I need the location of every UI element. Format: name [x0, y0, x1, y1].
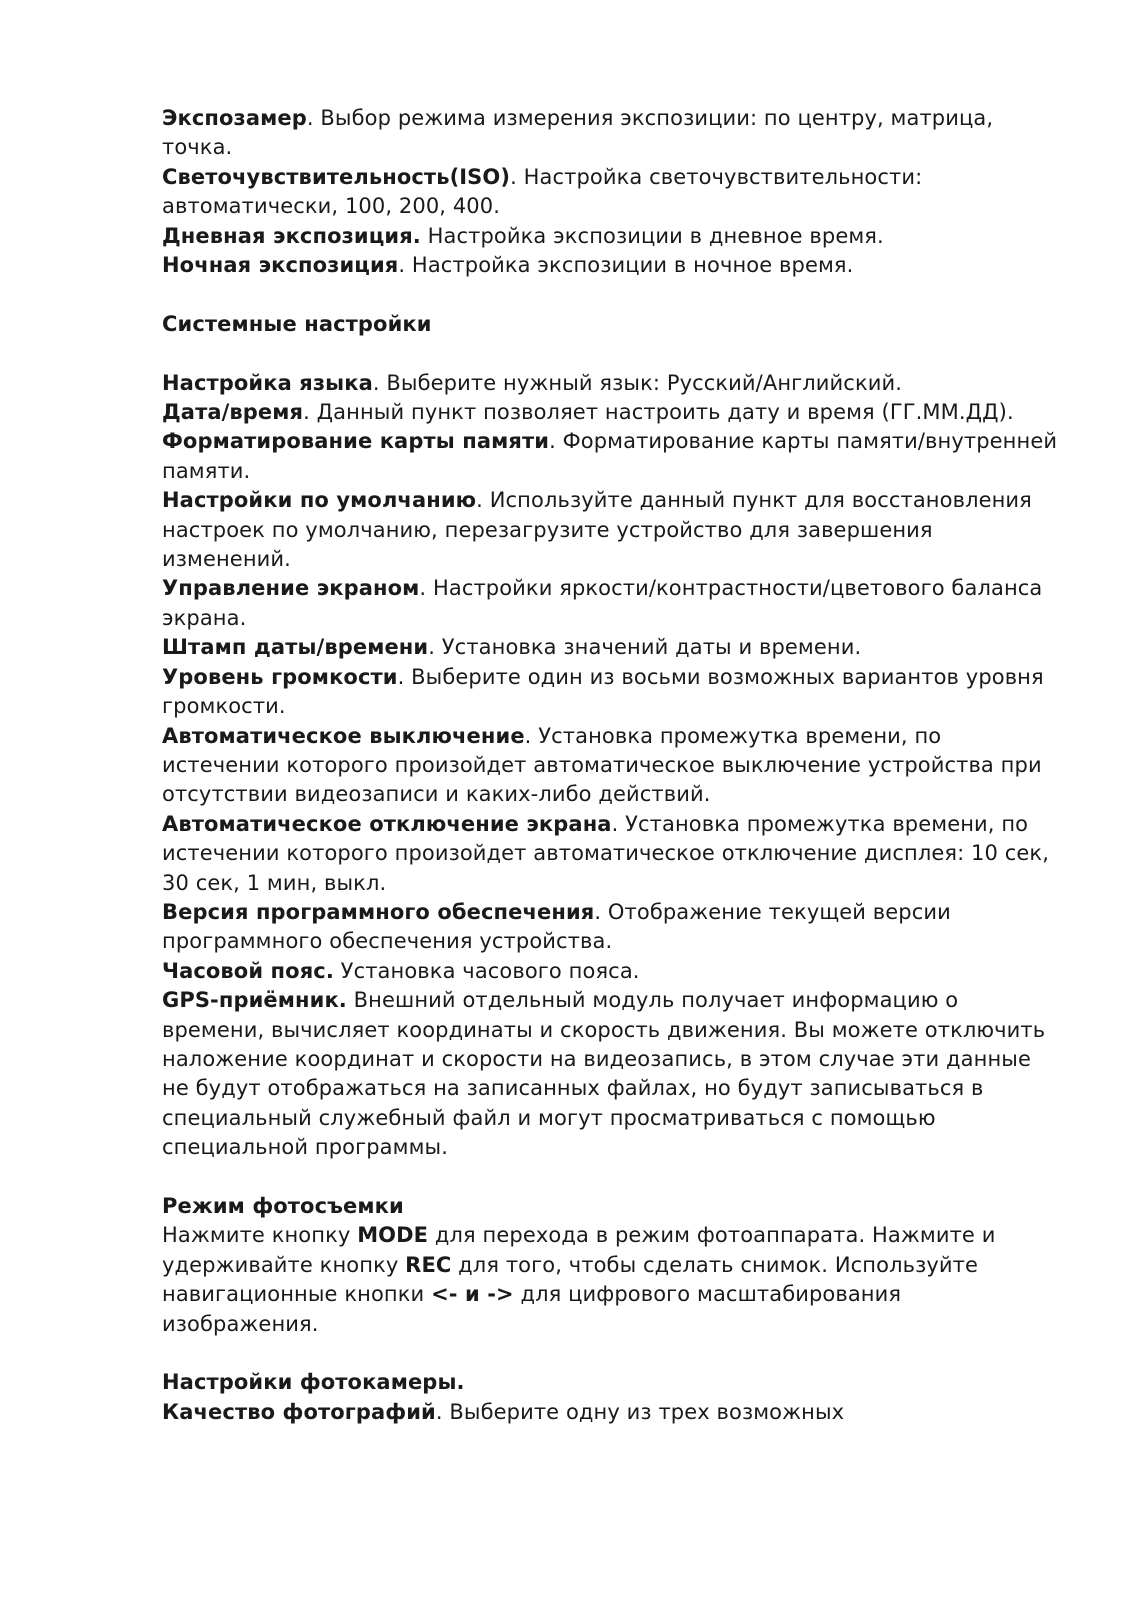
paragraph-exposure-metering: Экспозамер. Выбор режима измерения экспозиции: по центру, матрица, точка. [162, 106, 994, 160]
paragraph-photo-mode-instructions: Нажмите кнопку MODE для перехода в режим фотоаппарата. Нажмите и удерживайте кнопку REC для того, чтобы сделать снимок. Используйте навигационные кнопки <- и -> для цифрового масштабирования изображения. [162, 1223, 996, 1336]
paragraph-language: Настройка языка. Выберите нужный язык: Русский/Английский. [162, 370, 903, 395]
document-page [162, 104, 1062, 1427]
paragraph-format-memory-card: Форматирование карты памяти. Форматирование карты памяти/внутренней памяти. [162, 429, 1058, 483]
paragraph-gps-receiver: GPS-приёмник. Внешний отдельный модуль получает информацию о времени, вычисляет координаты и скорость движения. Вы можете отключить наложение координат и скорости на видеозапись, в этом случае эти данные не будут отображаться на записанных файлах, но будут записываться в специальный служебный файл и могут просматриваться с помощью специальной программы. [162, 988, 1046, 1160]
paragraph-date-stamp: Штамп даты/времени. Установка значений даты и времени. [162, 635, 862, 660]
paragraph-day-exposure: Дневная экспозиция. Настройка экспозиции в дневное время. [162, 223, 884, 248]
paragraph-date-time: Дата/время. Данный пункт позволяет настроить дату и время (ГГ.ММ.ДД). [162, 400, 1014, 425]
arrow-keys: <- и -> [431, 1282, 514, 1307]
paragraph-auto-screen-off: Автоматическое отключение экрана. Установка промежутка времени, по истечении которого произойдет автоматическое отключение дисплея: 10 сек, 30 сек, 1 мин, выкл. [162, 811, 1049, 895]
mode-key: MODE [357, 1223, 429, 1248]
paragraph-time-zone: Часовой пояс. Установка часового пояса. [162, 958, 640, 983]
paragraph-volume: Уровень громкости. Выберите один из восьми возможных вариантов уровня громкости. [162, 664, 1044, 719]
section-heading-system-settings: Системные настройки [162, 311, 432, 336]
paragraph-iso: Светочувствительность(ISO). Настройка светочувствительности: автоматически, 100, 200, 400. [162, 164, 923, 219]
paragraph-photo-quality: Качество фотографий. Выберите одну из трех возможных [162, 1399, 845, 1424]
spacer [162, 1163, 1062, 1192]
spacer [162, 339, 1062, 368]
paragraph-default-settings: Настройки по умолчанию. Используйте данный пункт для восстановления настроек по умолчанию, перезагрузите устройство для завершения изменений. [162, 488, 1032, 572]
section-heading-camera-settings: Настройки фотокамеры. [162, 1370, 465, 1395]
spacer [162, 1339, 1062, 1368]
paragraph-software-version: Версия программного обеспечения. Отображение текущей версии программного обеспечения устройства. [162, 899, 951, 954]
paragraph-auto-power-off: Автоматическое выключение. Установка промежутка времени, по истечении которого произойдет автоматическое выключение устройства при отсутствии видеозаписи и каких-либо действий. [162, 723, 1042, 807]
rec-key: REC [405, 1252, 452, 1277]
paragraph-screen-control: Управление экраном. Настройки яркости/контрастности/цветового баланса экрана. [162, 576, 1043, 630]
spacer [162, 280, 1062, 309]
paragraph-night-exposure: Ночная экспозиция. Настройка экспозиции в ночное время. [162, 253, 854, 278]
section-heading-photo-mode: Режим фотосъемки [162, 1193, 404, 1218]
